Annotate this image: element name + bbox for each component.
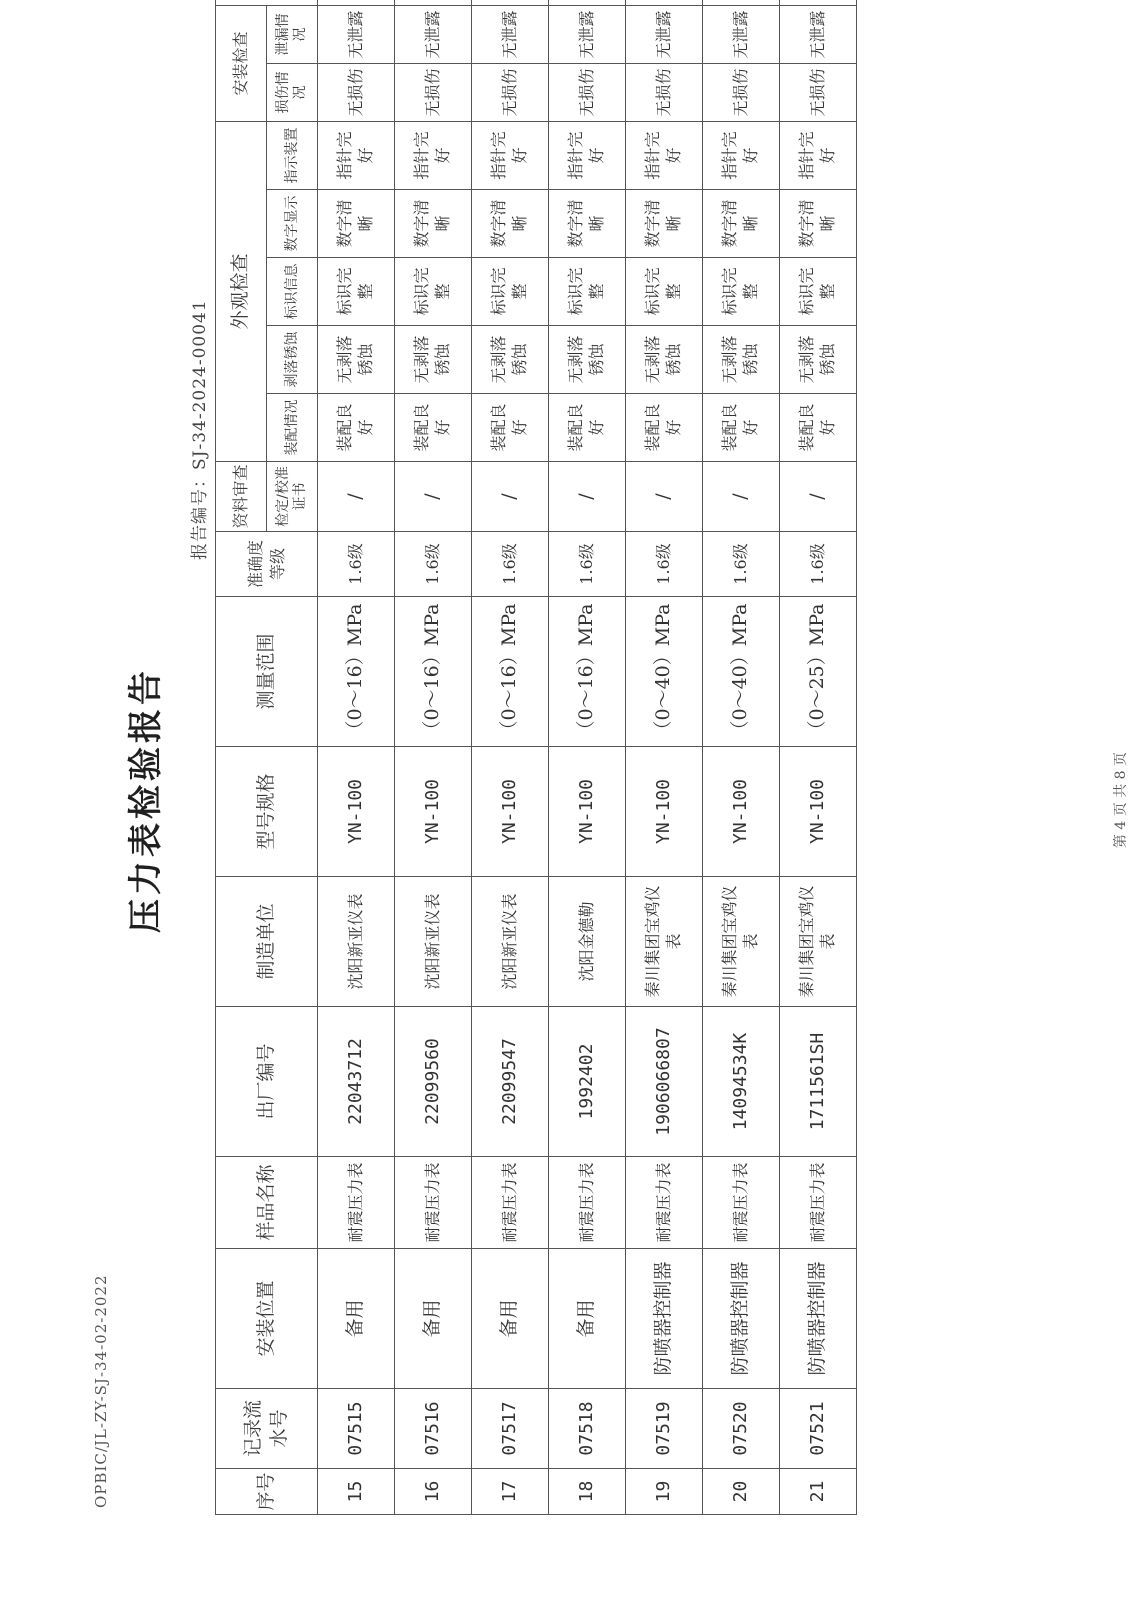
cell-assembly: 装配良好 bbox=[395, 394, 472, 462]
header-appearance: 外观检查 bbox=[216, 122, 267, 462]
cell-location: 备用 bbox=[472, 1249, 549, 1389]
cell-manufacturer: 秦川集团宝鸡仪表 bbox=[780, 877, 857, 1007]
header-record-no: 记录流水号 bbox=[216, 1389, 318, 1469]
cell-factory-no: 1711561SH bbox=[780, 1007, 857, 1157]
page-current: 4 bbox=[1113, 820, 1129, 830]
cell-peeling: 无剥落锈蚀 bbox=[703, 326, 780, 394]
cell-gauge-class bbox=[780, 0, 857, 5]
cell-record-no: 07521 bbox=[780, 1389, 857, 1469]
table-row bbox=[395, 0, 472, 1515]
cell-assembly: 装配良好 bbox=[626, 394, 703, 462]
cell-seq: 17 bbox=[472, 1469, 549, 1515]
cell-label-info: 标识完整 bbox=[395, 258, 472, 326]
cell-gauge-class bbox=[318, 0, 395, 5]
page-title: 压力表检验报告 bbox=[126, 667, 166, 933]
cell-model: YN-100 bbox=[626, 747, 703, 877]
cell-accuracy: 1.6级 bbox=[549, 532, 626, 597]
cell-digit-display: 数字清晰 bbox=[626, 190, 703, 258]
cell-manufacturer: 秦川集团宝鸡仪表 bbox=[626, 877, 703, 1007]
table-row bbox=[626, 0, 703, 1515]
cell-leak: 无泄露 bbox=[395, 5, 472, 63]
cell-model: YN-100 bbox=[549, 747, 626, 877]
cell-pointer: 指针完好 bbox=[395, 122, 472, 190]
cell-peeling: 无剥落锈蚀 bbox=[626, 326, 703, 394]
page-mid: 页 共 bbox=[1113, 783, 1129, 817]
cell-sample: 耐震压力表 bbox=[549, 1157, 626, 1249]
cell-label-info: 标识完整 bbox=[703, 258, 780, 326]
cell-seq: 21 bbox=[780, 1469, 857, 1515]
cell-model: YN-100 bbox=[318, 747, 395, 877]
cell-accuracy: 1.6级 bbox=[318, 532, 395, 597]
cell-digit-display: 数字清晰 bbox=[472, 190, 549, 258]
cell-factory-no: 22043712 bbox=[318, 1007, 395, 1157]
cell-peeling: 无剥落锈蚀 bbox=[549, 326, 626, 394]
cell-model: YN-100 bbox=[472, 747, 549, 877]
cell-factory-no: 1992402 bbox=[549, 1007, 626, 1157]
cell-damage: 无损伤 bbox=[549, 64, 626, 122]
cell-peeling: 无剥落锈蚀 bbox=[780, 326, 857, 394]
cell-seq: 16 bbox=[395, 1469, 472, 1515]
table-row bbox=[780, 0, 857, 1515]
page-total: 8 bbox=[1113, 770, 1129, 780]
cell-assembly: 装配良好 bbox=[780, 394, 857, 462]
cell-cert: / bbox=[318, 462, 395, 532]
cell-record-no: 07517 bbox=[472, 1389, 549, 1469]
cell-pointer: 指针完好 bbox=[626, 122, 703, 190]
cell-factory-no: 1906066807 bbox=[626, 1007, 703, 1157]
cell-factory-no: 14094534K bbox=[703, 1007, 780, 1157]
header-manufacturer: 制造单位 bbox=[216, 877, 318, 1007]
cell-accuracy: 1.6级 bbox=[472, 532, 549, 597]
page-prefix: 第 bbox=[1113, 834, 1129, 849]
table-row bbox=[703, 0, 780, 1515]
cell-pointer: 指针完好 bbox=[549, 122, 626, 190]
header-label-info: 标识信息 bbox=[267, 258, 318, 326]
cell-sample: 耐震压力表 bbox=[703, 1157, 780, 1249]
cell-location: 防喷器控制器 bbox=[626, 1249, 703, 1389]
cell-accuracy: 1.6级 bbox=[395, 532, 472, 597]
cell-seq: 20 bbox=[703, 1469, 780, 1515]
cell-seq: 15 bbox=[318, 1469, 395, 1515]
cell-cert: / bbox=[472, 462, 549, 532]
cell-digit-display: 数字清晰 bbox=[780, 190, 857, 258]
cell-range: （0～25）MPa bbox=[780, 597, 857, 747]
cell-record-no: 07518 bbox=[549, 1389, 626, 1469]
form-code: OPBIC/JL-ZY-SJ-34-02-2022 bbox=[92, 1274, 110, 1508]
cell-location: 防喷器控制器 bbox=[703, 1249, 780, 1389]
cell-location: 备用 bbox=[395, 1249, 472, 1389]
header-peeling: 剥落锈蚀 bbox=[267, 326, 318, 394]
cell-sample: 耐震压力表 bbox=[472, 1157, 549, 1249]
cell-digit-display: 数字清晰 bbox=[703, 190, 780, 258]
cell-leak: 无泄露 bbox=[472, 5, 549, 63]
cell-peeling: 无剥落锈蚀 bbox=[318, 326, 395, 394]
header-leak: 泄漏情况 bbox=[267, 5, 318, 63]
cell-record-no: 07520 bbox=[703, 1389, 780, 1469]
header-install-check: 安装检查 bbox=[216, 5, 267, 121]
cell-sample: 耐震压力表 bbox=[626, 1157, 703, 1249]
header-damage: 损伤情况 bbox=[267, 64, 318, 122]
cell-accuracy: 1.6级 bbox=[780, 532, 857, 597]
header-digit-display: 数字显示 bbox=[267, 190, 318, 258]
report-number-label: 报告编号： bbox=[190, 470, 210, 560]
cell-label-info: 标识完整 bbox=[549, 258, 626, 326]
cell-label-info: 标识完整 bbox=[780, 258, 857, 326]
cell-label-info: 标识完整 bbox=[318, 258, 395, 326]
cell-sample: 耐震压力表 bbox=[780, 1157, 857, 1249]
cell-assembly: 装配良好 bbox=[318, 394, 395, 462]
cell-range: （0～16）MPa bbox=[549, 597, 626, 747]
cell-seq: 18 bbox=[549, 1469, 626, 1515]
header-seq: 序号 bbox=[216, 1469, 318, 1515]
cell-seq: 19 bbox=[626, 1469, 703, 1515]
cell-record-no: 07515 bbox=[318, 1389, 395, 1469]
cell-assembly: 装配良好 bbox=[549, 394, 626, 462]
table-row bbox=[318, 0, 395, 1515]
cell-range: （0～16）MPa bbox=[472, 597, 549, 747]
header-location: 安装位置 bbox=[216, 1249, 318, 1389]
cell-damage: 无损伤 bbox=[395, 64, 472, 122]
cell-location: 备用 bbox=[318, 1249, 395, 1389]
table-row bbox=[472, 0, 549, 1515]
cell-cert: / bbox=[703, 462, 780, 532]
cell-assembly: 装配良好 bbox=[703, 394, 780, 462]
cell-gauge-class bbox=[472, 0, 549, 5]
cell-peeling: 无剥落锈蚀 bbox=[395, 326, 472, 394]
cell-accuracy: 1.6级 bbox=[626, 532, 703, 597]
cell-digit-display: 数字清晰 bbox=[549, 190, 626, 258]
cell-cert: / bbox=[626, 462, 703, 532]
cell-label-info: 标识完整 bbox=[626, 258, 703, 326]
cell-cert: / bbox=[780, 462, 857, 532]
header-pointer: 指示装置 bbox=[267, 122, 318, 190]
cell-leak: 无泄露 bbox=[703, 5, 780, 63]
cell-damage: 无损伤 bbox=[703, 64, 780, 122]
cell-accuracy: 1.6级 bbox=[703, 532, 780, 597]
cell-pointer: 指针完好 bbox=[703, 122, 780, 190]
cell-manufacturer: 沈阳金德勒 bbox=[549, 877, 626, 1007]
cell-model: YN-100 bbox=[703, 747, 780, 877]
cell-digit-display: 数字清晰 bbox=[318, 190, 395, 258]
cell-pointer: 指针完好 bbox=[780, 122, 857, 190]
header-sample: 样品名称 bbox=[216, 1157, 318, 1249]
cell-leak: 无泄露 bbox=[549, 5, 626, 63]
cell-label-info: 标识完整 bbox=[472, 258, 549, 326]
cell-sample: 耐震压力表 bbox=[318, 1157, 395, 1249]
cell-leak: 无泄露 bbox=[780, 5, 857, 63]
cell-record-no: 07516 bbox=[395, 1389, 472, 1469]
cell-pointer: 指针完好 bbox=[318, 122, 395, 190]
cell-damage: 无损伤 bbox=[472, 64, 549, 122]
header-doc-review: 资料审查 bbox=[216, 462, 267, 532]
header-accuracy: 准确度等级 bbox=[216, 532, 318, 597]
cell-sample: 耐震压力表 bbox=[395, 1157, 472, 1249]
cell-range: （0～16）MPa bbox=[395, 597, 472, 747]
cell-pointer: 指针完好 bbox=[472, 122, 549, 190]
cell-gauge-class bbox=[549, 0, 626, 5]
cell-location: 防喷器控制器 bbox=[780, 1249, 857, 1389]
cell-gauge-class bbox=[626, 0, 703, 5]
cell-gauge-class bbox=[703, 0, 780, 5]
cell-manufacturer: 沈阳新亚仪表 bbox=[318, 877, 395, 1007]
cell-leak: 无泄露 bbox=[318, 5, 395, 63]
cell-manufacturer: 沈阳新亚仪表 bbox=[472, 877, 549, 1007]
table-body bbox=[318, 0, 857, 1515]
cell-record-no: 07519 bbox=[626, 1389, 703, 1469]
cell-damage: 无损伤 bbox=[626, 64, 703, 122]
cell-gauge-class bbox=[395, 0, 472, 5]
cell-assembly: 装配良好 bbox=[472, 394, 549, 462]
cell-range: （0～40）MPa bbox=[626, 597, 703, 747]
cell-cert: / bbox=[549, 462, 626, 532]
cell-damage: 无损伤 bbox=[318, 64, 395, 122]
page-suffix: 页 bbox=[1113, 751, 1129, 766]
header-factory-no: 出厂编号 bbox=[216, 1007, 318, 1157]
report-number-value: SJ-34-2024-00041 bbox=[190, 299, 210, 470]
cell-digit-display: 数字清晰 bbox=[395, 190, 472, 258]
cell-damage: 无损伤 bbox=[780, 64, 857, 122]
inspection-table bbox=[215, 0, 857, 1515]
cell-manufacturer: 沈阳新亚仪表 bbox=[395, 877, 472, 1007]
cell-cert: / bbox=[395, 462, 472, 532]
page-number bbox=[1110, 0, 1130, 1600]
cell-manufacturer: 秦川集团宝鸡仪表 bbox=[703, 877, 780, 1007]
cell-factory-no: 22099560 bbox=[395, 1007, 472, 1157]
cell-factory-no: 22099547 bbox=[472, 1007, 549, 1157]
cell-peeling: 无剥落锈蚀 bbox=[472, 326, 549, 394]
table-row bbox=[549, 0, 626, 1515]
cell-range: （0～16）MPa bbox=[318, 597, 395, 747]
cell-location: 备用 bbox=[549, 1249, 626, 1389]
cell-model: YN-100 bbox=[395, 747, 472, 877]
header-assembly: 装配情况 bbox=[267, 394, 318, 462]
header-cert: 检定/校准证书 bbox=[267, 462, 318, 532]
cell-model: YN-100 bbox=[780, 747, 857, 877]
cell-range: （0～40）MPa bbox=[703, 597, 780, 747]
report-number bbox=[185, 299, 210, 560]
cell-leak: 无泄露 bbox=[626, 5, 703, 63]
header-model: 型号规格 bbox=[216, 747, 318, 877]
header-range: 测量范围 bbox=[216, 597, 318, 747]
